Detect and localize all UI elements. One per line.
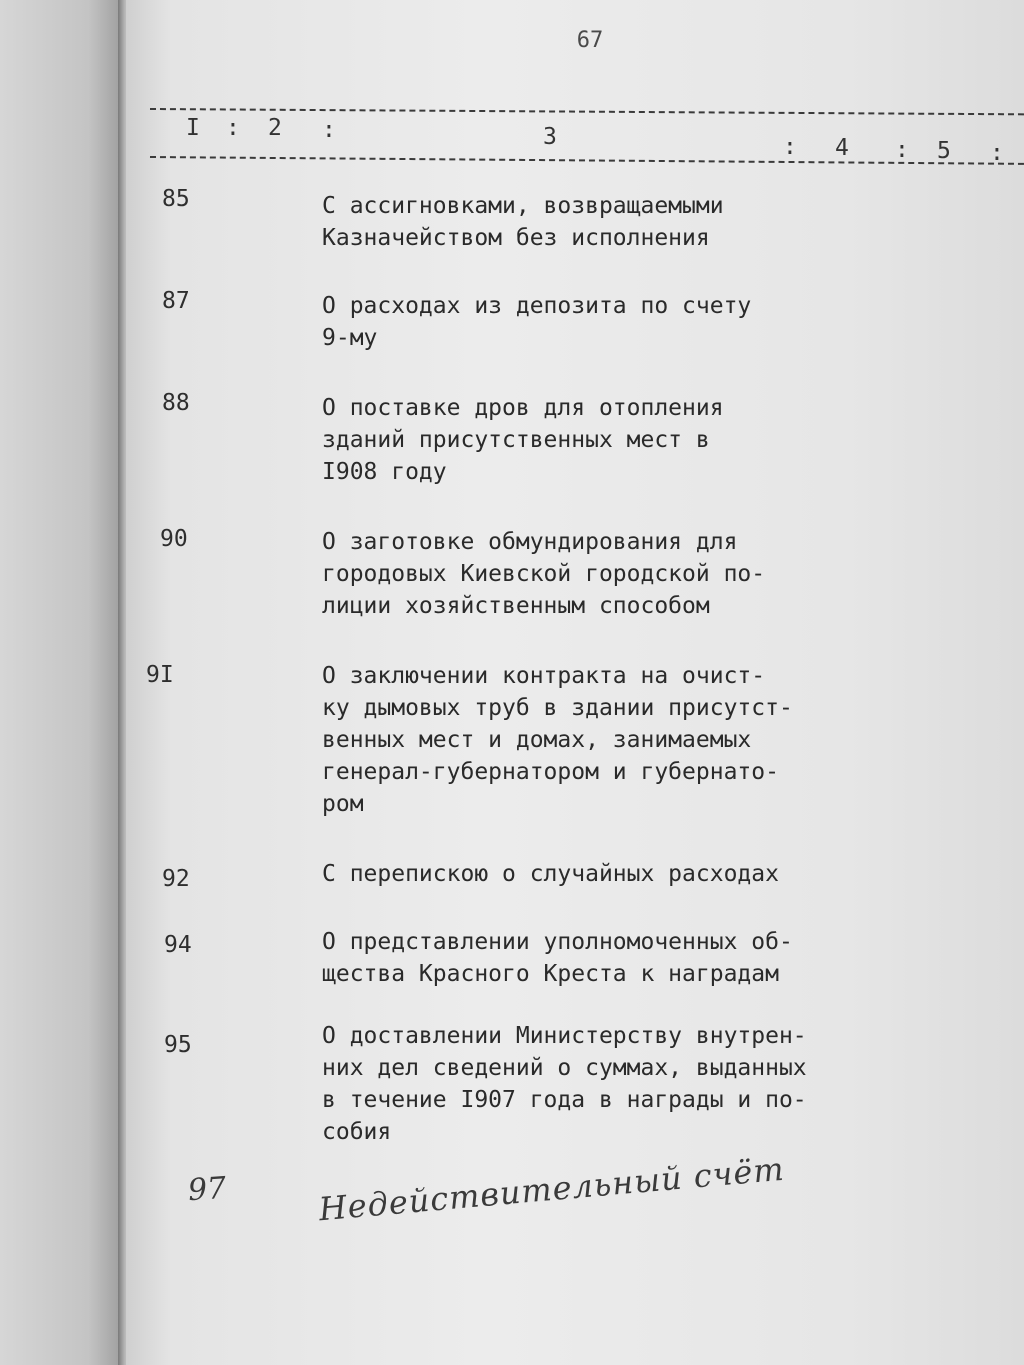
column-header-2: 2 bbox=[268, 115, 282, 141]
record-number: 87 bbox=[162, 288, 190, 314]
column-header-3: 3 bbox=[543, 124, 557, 150]
column-header-1: I bbox=[186, 115, 200, 141]
column-separator: : bbox=[895, 137, 909, 163]
record-title: С ассигновками, возвращаемыми Казначейством без исполнения bbox=[322, 193, 724, 251]
column-separator: : bbox=[783, 134, 797, 160]
record-title: О заключении контракта на очист- ку дымовых труб в здании присутст- венных мест и домах, занимаемых генерал-губернатором и губернато- ром bbox=[322, 663, 793, 817]
record-title: О доставлении Министерству внутрен- них дел сведений о суммах, выданных в течение I907 года в награды и по- собия bbox=[322, 1023, 807, 1145]
column-header-5: 5 bbox=[937, 138, 951, 164]
page-number: 67 bbox=[576, 28, 604, 53]
record-number: 88 bbox=[162, 390, 190, 416]
record-number: 94 bbox=[164, 932, 192, 958]
record-number: 90 bbox=[160, 526, 188, 552]
record-title: О расходах из депозита по счету 9-му bbox=[322, 293, 752, 351]
record-title: О представлении уполномоченных об- щества Красного Креста к наградам bbox=[322, 929, 793, 987]
record-number: 95 bbox=[164, 1032, 192, 1058]
record-title: О заготовке обмундирования для городовых Киевской городской по- лиции хозяйственным способом bbox=[322, 529, 766, 619]
record-number: 85 bbox=[162, 186, 190, 212]
column-separator: : bbox=[990, 140, 1004, 166]
record-number: 92 bbox=[162, 866, 190, 892]
record-title: О поставке дров для отопления зданий присутственных мест в I908 году bbox=[322, 395, 724, 485]
record-title: С перепискою о случайных расходах bbox=[322, 861, 779, 887]
handwritten-note: Недействительный счёт bbox=[317, 1149, 787, 1229]
previous-page-edge bbox=[0, 0, 126, 1365]
column-separator: : bbox=[322, 117, 336, 143]
column-separator: : bbox=[226, 115, 240, 141]
handwritten-number: 97 bbox=[186, 1170, 228, 1209]
column-header-4: 4 bbox=[835, 135, 849, 161]
record-number: 9I bbox=[146, 662, 174, 688]
